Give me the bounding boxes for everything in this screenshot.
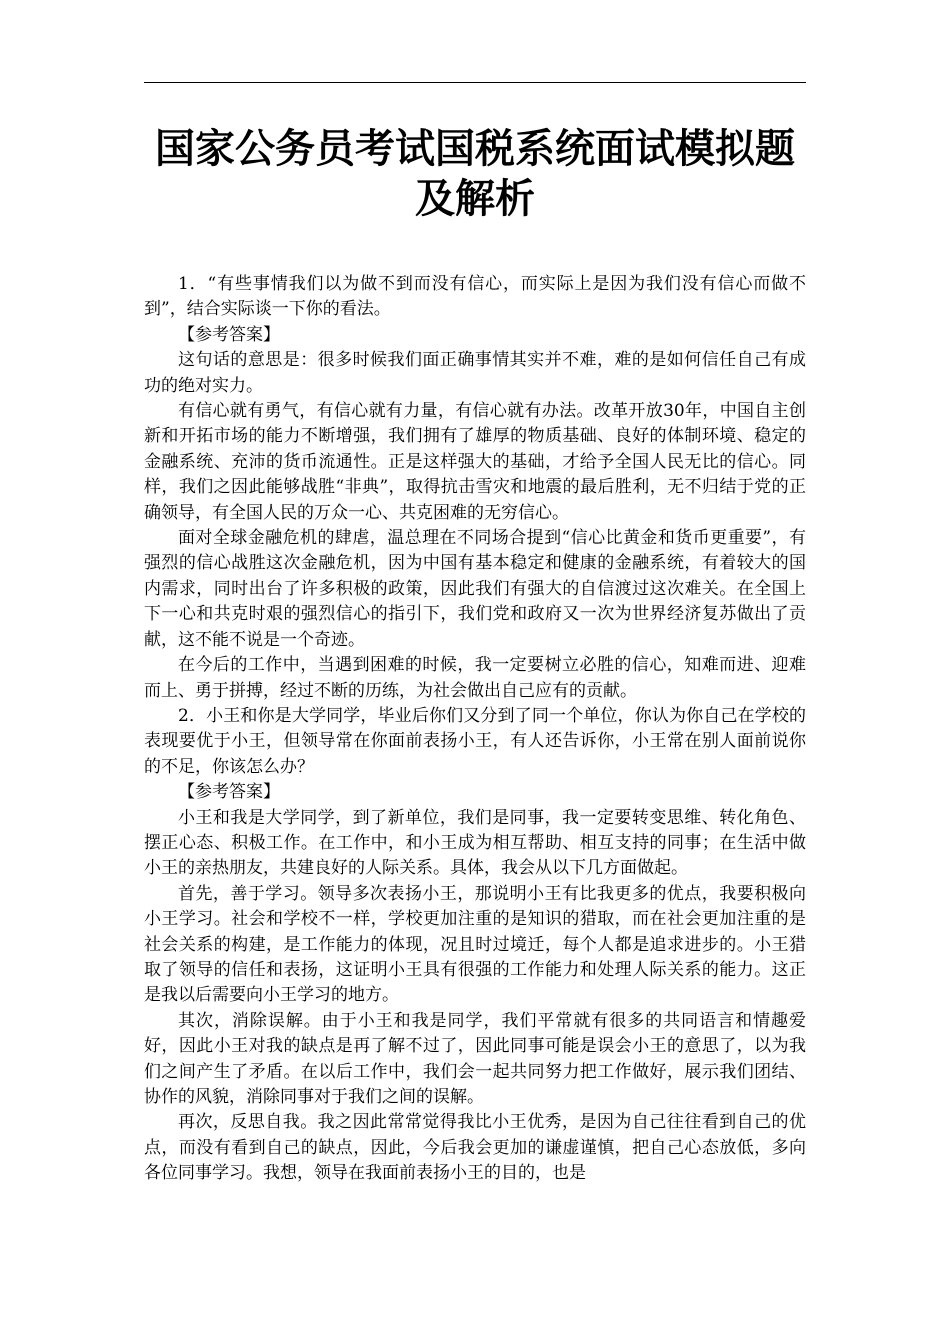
answer-1-paragraph-3: 面对全球金融危机的肆虐，温总理在不同场合提到“信心比黄金和货币更重要”，有强烈的信心战胜这次金融危机，因为中国有基本稳定和健康的金融系统，有着较大的国内需求，同时出台了许多积极的政策，因此我们有强大的自信渡过这次难关。在全国上下一心和共克时艰的强烈信心的指引下，我们党和政府又一次为世界经济复苏做出了贡献，这不能不说是一个奇迹。 — [144, 528, 806, 650]
question-1: 1．“有些事情我们以为做不到而没有信心，而实际上是因为我们没有信心而做不到”，结合实际谈一下你的看法。 — [144, 274, 806, 320]
answer-2-paragraph-4: 再次，反思自我。我之因此常常觉得我比小王优秀，是因为自己往往看到自己的优点，而没有看到自己的缺点，因此，今后我会更加的谦虚谨慎，把自己心态放低，多向各位同事学习。我想，领导在我面前表扬小王的目的，也是 — [144, 1112, 806, 1184]
answer-1-paragraph-1: 这句话的意思是：很多时候我们面正确事情其实并不难，难的是如何信任自己有成功的绝对实力。 — [144, 350, 806, 396]
header-rule — [144, 82, 806, 83]
answer-heading-1: 【参考答案】 — [178, 324, 280, 345]
title-line-1: 国家公务员考试国税系统面试模拟题 — [155, 125, 795, 172]
question-2: 2．小王和你是大学同学，毕业后你们又分到了同一个单位，你认为你自己在学校的表现要优于小王，但领导常在你面前表扬小王，有人还告诉你，小王常在别人面前说你的不足，你该怎么办？ — [144, 705, 806, 777]
document-title — [144, 124, 806, 224]
answer-1-paragraph-4: 在今后的工作中，当遇到困难的时候，我一定要树立必胜的信心，知难而进、迎难而上、勇于拼搏，经过不断的历练，为社会做出自己应有的贡献。 — [144, 655, 806, 701]
answer-2-paragraph-3: 其次，消除误解。由于小王和我是同学，我们平常就有很多的共同语言和情趣爱好，因此小王对我的缺点是再了解不过了，因此同事可能是误会小王的意思了，以为我们之间产生了矛盾。在以后工作中，我们会一起共同努力把工作做好，展示我们团结、协作的风貌，消除同事对于我们之间的误解。 — [144, 1010, 806, 1107]
title-line-2: 及解析 — [415, 175, 535, 222]
answer-heading-2: 【参考答案】 — [178, 782, 280, 803]
answer-2-paragraph-2: 首先，善于学习。领导多次表扬小王，那说明小王有比我更多的优点，我要积极向小王学习。社会和学校不一样，学校更加注重的是知识的猎取，而在社会更加注重的是社会关系的构建，是工作能力的体现，况且时过境迁，每个人都是追求进步的。小王猎取了领导的信任和表扬，这证明小王具有很强的工作能力和处理人际关系的能力。这正是我以后需要向小王学习的地方。 — [144, 883, 806, 1006]
document-body — [144, 272, 806, 1187]
answer-1-paragraph-2: 有信心就有勇气，有信心就有力量，有信心就有办法。改革开放30年，中国自主创新和开拓市场的能力不断增强，我们拥有了雄厚的物质基础、良好的体制环境、稳定的金融系统、充沛的货币流通性。正是这样强大的基础，才给予全国人民无比的信心。同样，我们之因此能够战胜“非典”，取得抗击雪灾和地震的最后胜利，无不归结于党的正确领导，有全国人民的万众一心、共克困难的无穷信心。 — [144, 401, 806, 523]
answer-2-paragraph-1: 小王和我是大学同学，到了新单位，我们是同事，我一定要转变思维、转化角色、摆正心态、积极工作。在工作中，和小王成为相互帮助、相互支持的同事；在生活中做小王的亲热朋友，共建良好的人际关系。具体，我会从以下几方面做起。 — [144, 807, 806, 879]
